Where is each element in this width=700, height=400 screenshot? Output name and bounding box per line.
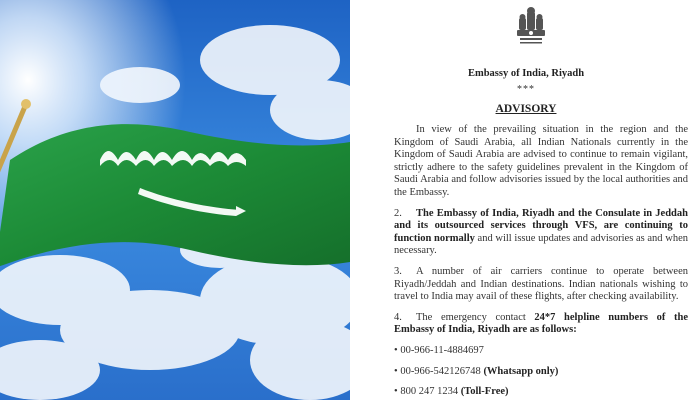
contact-toll-free: • 800 247 1234 (Toll-Free) bbox=[394, 386, 509, 398]
paragraph-3: 3. A number of air carriers continue to operate between Riyadh/Jeddah and Indian destinations. Indian nationals wishing to travel to India may avail of these flights, after checking availability. bbox=[394, 265, 688, 303]
bullet-icon: • bbox=[394, 365, 398, 377]
embassy-title: Embassy of India, Riyadh bbox=[467, 68, 585, 79]
paragraph-1: In view of the prevailing situation in the region and the Kingdom of Saudi Arabia, all Indian Nationals currently in the Kingdom of Saudi Arabia are advised to continue to remain vigilant, strictly adhere to the safety guidelines prevalent in the Kingdom of Saudi Arabia and follow advisories issued by the local authorities and the Embassy. bbox=[394, 124, 688, 198]
bullet-icon: • bbox=[394, 344, 398, 356]
bullet-icon: • bbox=[394, 386, 398, 398]
advisory-body bbox=[394, 124, 688, 400]
separator: *** bbox=[517, 84, 535, 95]
national-emblem-icon bbox=[512, 6, 550, 58]
paragraph-4: 4. The emergency contact 24*7 helpline numbers of the Embassy of India, Riyadh are as follows: bbox=[394, 311, 688, 336]
contact-phone-1: • 00-966-11-4884697 bbox=[394, 344, 484, 356]
paragraph-2: 2. The Embassy of India, Riyadh and the Consulate in Jeddah and its outsourced services through VFS, are continuing to function normally and will issue updates and advisories as and when necessary. bbox=[394, 207, 688, 257]
contact-whatsapp: • 00-966-542126748 (Whatsapp only) bbox=[394, 365, 559, 377]
advisory-document bbox=[352, 0, 700, 400]
advisory-heading: ADVISORY bbox=[495, 103, 557, 115]
